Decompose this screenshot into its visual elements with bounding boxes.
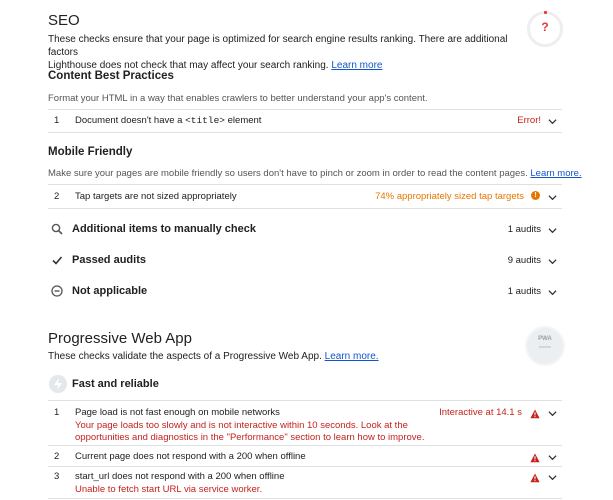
pwa-description: These checks validate the aspects of a Progressive Web App. Learn more. bbox=[48, 351, 379, 362]
search-icon bbox=[50, 222, 64, 236]
mobile-learn-more-link[interactable]: Learn more. bbox=[530, 168, 582, 179]
seo-title: SEO bbox=[48, 12, 80, 29]
warning-circle-icon: ! bbox=[531, 191, 540, 200]
audit-number: 1 bbox=[54, 115, 60, 126]
error-triangle-icon bbox=[530, 470, 540, 480]
expandable-manual-check[interactable] bbox=[48, 218, 562, 242]
gauge-error-arc bbox=[544, 11, 547, 14]
audit-display-value: 74% appropriately sized tap targets bbox=[375, 191, 524, 202]
expandable-title: Additional items to manually check bbox=[72, 223, 256, 235]
chevron-down-icon[interactable] bbox=[546, 451, 558, 463]
expandable-not-applicable[interactable] bbox=[48, 280, 562, 304]
expandable-passed-audits[interactable] bbox=[48, 249, 562, 273]
expandable-title: Not applicable bbox=[72, 285, 148, 297]
audit-count: 1 audits bbox=[507, 286, 541, 297]
fast-reliable-icon bbox=[49, 375, 67, 393]
mobile-friendly-desc: Make sure your pages are mobile friendly so users don't have to pinch or zoom in order to read the content pages. Learn more. bbox=[48, 168, 582, 179]
chevron-down-icon[interactable] bbox=[546, 191, 558, 203]
audit-row-start-url[interactable] bbox=[48, 467, 562, 498]
error-triangle-icon bbox=[530, 450, 540, 460]
pwa-badge-gauge[interactable] bbox=[527, 328, 563, 364]
content-best-practices-title: Content Best Practices bbox=[48, 70, 174, 82]
audit-number: 1 bbox=[54, 407, 60, 418]
audit-number: 2 bbox=[54, 451, 60, 462]
audit-row-load-fast[interactable] bbox=[48, 401, 562, 445]
audit-number: 2 bbox=[54, 191, 60, 202]
content-best-practices-desc: Format your HTML in a way that enables crawlers to better understand your app's content. bbox=[48, 93, 428, 104]
mobile-friendly-title: Mobile Friendly bbox=[48, 146, 133, 158]
error-triangle-icon bbox=[530, 406, 540, 416]
chevron-down-icon[interactable] bbox=[546, 407, 558, 419]
pwa-badge-label: PWA bbox=[538, 336, 552, 342]
audit-title: Document doesn't have a <title> element bbox=[75, 115, 262, 126]
pwa-title: Progressive Web App bbox=[48, 330, 192, 347]
pwa-learn-more-link[interactable]: Learn more. bbox=[324, 351, 379, 362]
pwa-badge-line bbox=[539, 346, 551, 348]
chevron-down-icon[interactable] bbox=[546, 255, 558, 267]
audit-display-value: Interactive at 14.1 s bbox=[439, 407, 522, 418]
fast-reliable-title: Fast and reliable bbox=[72, 378, 159, 390]
chevron-down-icon[interactable] bbox=[546, 115, 558, 127]
audit-title: Current page does not respond with a 200 when offline bbox=[75, 451, 306, 462]
audit-error-message: Unable to fetch start URL via service worker. bbox=[75, 484, 263, 495]
audit-row-offline-200[interactable] bbox=[48, 446, 562, 466]
minus-circle-icon bbox=[50, 284, 64, 298]
audit-title: Tap targets are not sized appropriately bbox=[75, 191, 237, 202]
check-icon bbox=[50, 253, 64, 267]
expandable-title: Passed audits bbox=[72, 254, 146, 266]
audit-row-tap-targets[interactable] bbox=[48, 185, 562, 208]
audit-title: start_url does not respond with a 200 when offline bbox=[75, 471, 285, 482]
seo-learn-more-link[interactable]: Learn more bbox=[331, 60, 383, 71]
audit-row-document-title[interactable] bbox=[48, 110, 562, 132]
audit-count: 1 audits bbox=[507, 224, 541, 235]
gauge-question-icon: ? bbox=[541, 20, 549, 34]
audit-count: 9 audits bbox=[507, 255, 541, 266]
audit-error-message: Your page loads too slowly and is not interactive within 10 seconds. Look at the opportunities and diagnostics in the "Performance" section to learn how to improve. bbox=[75, 420, 425, 443]
seo-score-gauge[interactable] bbox=[527, 11, 563, 47]
chevron-down-icon[interactable] bbox=[546, 286, 558, 298]
seo-description: These checks ensure that your page is optimized for search engine results ranking. There are additional factors Lighthouse does not check that may affect your search ranking. Learn more bbox=[48, 34, 508, 71]
chevron-down-icon[interactable] bbox=[546, 224, 558, 236]
audit-title: Page load is not fast enough on mobile networks bbox=[75, 407, 280, 418]
audit-number: 3 bbox=[54, 471, 60, 482]
divider bbox=[48, 208, 562, 209]
divider bbox=[48, 498, 562, 499]
audit-error-status: Error! bbox=[517, 115, 541, 126]
divider bbox=[48, 132, 562, 133]
chevron-down-icon[interactable] bbox=[546, 471, 558, 483]
